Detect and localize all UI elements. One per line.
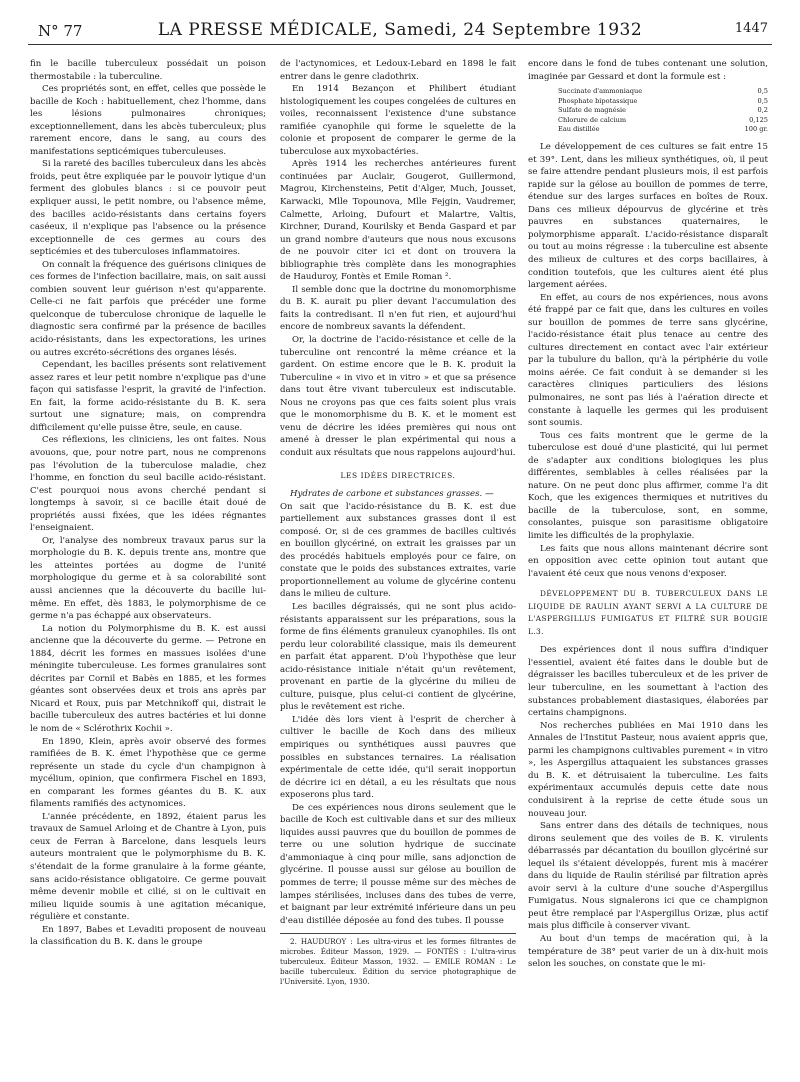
issue-number: N° 77: [38, 22, 83, 40]
paragraph: Après 1914 les recherches antérieures furent continuées par Auclair, Gougerot, Guillermond, Magrou, Kirchensteins, Petit d'Alger, Much, Jousset, Karwacki, Mlle Topounova, Mlle Fejgin, Vaudremer, Calmette, Arloing, Dufourt et Malartre, Valtis, Kirchner, Durand, Kourilsky et Benda Gaspard et par un grand nombre d'auteurs que nous nous excusons de ne pouvoir citer ici et dont on trouvera la bibliographie très complète dans les monographies de Hauduroy, Fontès et Emile Roman ².: [280, 159, 516, 283]
column-1: [30, 58, 266, 949]
paragraph: En effet, au cours de nos expériences, nous avons été frappé par ce fait que, dans les cultures en voiles sur bouillon de pommes de terre sans glycérine, l'acido-résistance était plus tenace au centre des cultures directement en contact avec l'air extérieur par la tubulure du ballon, qu'à la périphérie du voile moins aérée. Ce fait conduit à se demander si les caractères cliniques particuliers des lésions pulmonaires, ne sont pas liés à l'aération directe et constante à laquelle les germes qui les produisent sont soumis.: [528, 292, 768, 429]
paragraph: De ces expériences nous dirons seulement que le bacille de Koch est cultivable dans et sur des milieux liquides aussi pauvres que du bouillon de pommes de terre ou une solution hydrique de succinate d'ammoniaque à cinq pour mille, sans adjonction de glycérine. Il pousse aussi sur gélose au bouillon de pommes de terre; il pousse même sur des mèches de lampes stérilisées, incluses dans des tubes de verre, et baignant par leur extrémité inférieure dans un peu d'eau distillée déposée au fond des tubes. Il pousse: [280, 802, 516, 926]
paragraph: En 1914 Bezançon et Philibert étudiant histologiquement les coupes congelées de cultures en voiles, reconnaissent l'existence d'une substance ramifiée cyanophile qui forme le squelette de la colonie et proposent de comparer le germe de la tuberculose aux myxobactéries.: [280, 84, 516, 157]
page-header: [28, 18, 772, 45]
page-number: 1447: [734, 21, 768, 36]
paragraph: encore dans le fond de tubes contenant une solution, imaginée par Gessard et dont la formule est :: [528, 59, 768, 82]
paragraph: Sans entrer dans des détails de techniques, nous dirons seulement que des voiles de B. K. virulents débarrassés par décantation du bouillon glycériné sur lequel ils s'étaient développés, furent mis à macérer dans du liquide de Raulin stérilisé par filtration après avoir servi à la culture d'une souche d'Aspergillus Fumigatus. Nous signalerons ici que ce champignon peut être remplacé par l'Aspergillus Orizæ, plus actif mais plus difficile à conserver vivant.: [528, 821, 768, 932]
paragraph: Ces propriétés sont, en effet, celles que possède le bacille de Koch : habituellement, chez l'homme, dans les lésions pulmonaires chroniques; exceptionnellement, dans les abcès tuberculeux; plus rarement encore, dans le sang, au cours des manifestations septicémiques tuberculeuses.: [30, 84, 266, 157]
paragraph: Tous ces faits montrent que le germe de la tuberculose est doué d'une plasticité, qui lui permet de s'adapter aux conditions biologiques les plus différentes, semblables à celles réalisées par la nature. On ne peut donc plus affirmer, comme l'a dit Koch, que les exigences thermiques et nutritives du bacille de la tuberculose, sont, en somme, consolantes, puisque son parasitisme obligatoire limite les difficultés de la prophylaxie.: [528, 430, 768, 542]
formula-row: Chlorure de calcium 0,125: [558, 115, 768, 124]
paragraph: L'année précédente, en 1892, étaient parus les travaux de Samuel Arloing et de Chantre à Lyon, puis ceux de Ferran à Barcelone, dans lesquels leurs auteurs montraient que le polymorphisme du B. K. s'étendait de la forme granulaire à la forme géante, sans acido-résistance obligatoire. Ce germe pouvait même devenir mobile et cilié, si on le cultivait en milieu liquide soumis à une agitation mécanique, régulière et constante.: [30, 811, 266, 923]
paragraph: Il semble donc que la doctrine du monomorphisme du B. K. aurait pu plier devant l'accumulation des faits la contredisant. Il n'en fut rien, et aujourd'hui encore de nombreux savants la défendent.: [280, 284, 516, 333]
paragraph: Le développement de ces cultures se fait entre 15 et 39°. Lent, dans les milieux synthétiques, où, il peut se faire attendre pendant plusieurs mois, il est parfois rapide sur la gélose au bouillon de pommes de terre, étendue sur des larges surfaces en boîtes de Roux. Dans ces milieux dépourvus de glycérine et très pauvres en substances quaternaires, le polymorphisme apparaît. L'acido-résistance disparaît ou tout au moins régresse : la tuberculine est absente des milieux de cultures et des corps bacillaires, à condition toutefois, que les cultures aient été plus largement aérées.: [528, 142, 768, 291]
paragraph: Or, la doctrine de l'acido-résistance et celle de la tuberculine ont rencontré la même créance et la gardent. On estime encore que le B. K. produit la Tuberculine « in vivo et in vitro » et que sa présence dans tout être vivant tuberculeux est indiscutable. Nous ne croyons pas que ces faits soient plus vrais que le monomorphisme du B. K. et le moment est venu de décrire les idées premières qui nous ont amené à dresser le plan expérimental qui nous a conduit aux résultats que nous rappelons aujourd'hui.: [280, 335, 516, 458]
paragraph: Au bout d'un temps de macération qui, à la température de 38° peut varier de un à dix-huit mois selon les souches, on constate que le mi-: [528, 933, 768, 970]
formula-row: Sulfate de magnésie 0,2: [558, 106, 768, 115]
subsection-heading: Hydrates de carbone et substances grasses. —: [290, 489, 494, 500]
paragraph: Nos recherches publiées en Mai 1910 dans les Annales de l'Institut Pasteur, nous avaient appris que, parmi les champignons cultivables purement « in vitro », les Aspergillus attaquaient les substances grasses du B. K. et détruisaient la tuberculine. Les faits expérimentaux accumulés depuis cette date nous conduisirent à la reprise de cette étude sous un nouveau jour.: [528, 720, 768, 819]
section-heading: LES IDÉES DIRECTRICES.: [340, 470, 456, 480]
formula-row: Eau distillée 100 gr.: [558, 125, 768, 134]
paragraph: On connaît la fréquence des guérisons cliniques de ces formes de l'infection bacillaire, mais, on sait aussi combien souvent leur guérison n'est qu'apparente. Celle-ci ne fait parfois que précéder une forme quelconque de tuberculose chronique de laquelle le diagnostic sera confirmé par la présence de bacilles acido-résistants, dans les expectorations, les urines ou autres excréto-sécrétions des organes lésés.: [30, 259, 266, 358]
paragraph: La notion du Polymorphisme du B. K. est aussi ancienne que la découverte du germe. — Petrone en 1884, décrit les formes en massues isolées d'une méningite tuberculeuse. Les formes granulaires sont décrites par Cornil et Babès en 1885, et les formes géantes sont observées deux et trois ans après par Nicard et Roux, puis par Metchnikoff qui, distrait le bacille tuberculeux des autres bactéries et lui donne le nom de « Sclérothrix Kochii ».: [30, 623, 266, 734]
formula-table: [558, 87, 768, 135]
column-2: [280, 58, 516, 987]
paragraph: fin le bacille tuberculeux possédait un poison thermostabile : la tuberculine.: [30, 59, 266, 82]
paragraph: Des expériences dont il nous suffira d'indiquer l'essentiel, avaient été faites dans le double but de dégraisser les bacilles tuberculeux et de les priver de leur tuberculine, en les soumettant à l'action des substances probablement diastasiques, élaborées par certains champignons.: [528, 645, 768, 719]
paragraph: Les faits que nous allons maintenant décrire sont en opposition avec cette opinion tout autant que l'avaient été ceux que nous venons d'exposer.: [528, 543, 768, 579]
paragraph: En 1890, Klein, après avoir observé des formes ramifiées de B. K. émet l'hypothèse que ce germe représente un stade du cycle d'un champignon à mycélium, opinion, que confirmera Fischel en 1893, en comparant les formes géantes du B. K. aux filaments ramifiés des actynomices.: [30, 736, 266, 810]
paragraph: Si la rareté des bacilles tuberculeux dans les abcès froids, peut être expliquée par le pouvoir lytique d'un ferment des globules blancs : si ce pouvoir peut expliquer aussi, le petit nombre, ou l'absence même, des bacilles acido-résistants dans certains foyers caséeux, il n'explique pas l'absence ou la présence exceptionnelle de ces germes au cours des septicémies et des tuberculoses inflammatoires.: [30, 159, 266, 258]
formula-row: Succinate d'ammoniaque 0,5: [558, 87, 768, 96]
paragraph: Cependant, les bacilles présents sont relativement assez rares et leur petit nombre n'explique pas d'une façon qui satisfasse l'esprit, la gravité de l'infection. En fait, la forme acido-résistante du B. K. sera surtout une signature; mais, on comprendra difficilement qu'elle puisse être, seule, en cause.: [30, 360, 266, 433]
paragraph: On sait que l'acido-résistance du B. K. est due partiellement aux substances grasses dont il est composé. Or, si de ces grammes de bacilles cultivés en bouillon glycériné, on extrait les graisses par un des procédés habituels employés pour ce faire, on constate que le poids des substances extraites, varie proportionnellement au volume de glycérine contenu dans le milieu de culture.: [280, 501, 516, 600]
journal-title: LA PRESSE MÉDICALE, Samedi, 24 Septembre 1932: [157, 20, 643, 40]
paragraph: de l'actynomices, et Ledoux-Lebard en 1898 le fait entrer dans le genre cladothrix.: [280, 59, 516, 82]
formula-row: Phosphate bipotassique 0,5: [558, 96, 768, 105]
footnote-text: 2. HAUDUROY : Les ultra-virus et les formes filtrantes de microbes. Éditeur Masson, 1929. — FONTÈS : L'ultra-virus tuberculeux. Éditeur Masson, 1932. — EMILE ROMAN : Le bacille tuberculeux. Édition du service photographique de l'Université. Lyon, 1930.: [280, 937, 516, 987]
footnote: [280, 933, 516, 987]
paragraph: Les bacilles dégraissés, qui ne sont plus acido-résistants apparaissent sur les préparations, sous la forme de fins éléments granuleux cyanophiles. Ils ont perdu leur colorabilité classique, mais ils demeurent en parfait état apparent. D'où l'hypothèse que leur acido-résistance initiale n'était qu'un revêtement, provenant en partie de la glycérine du milieu de culture, puisque, plus celui-ci contient de glycérine, plus le revêtement est riche.: [280, 601, 516, 713]
paragraph: Or, l'analyse des nombreux travaux parus sur la morphologie du B. K. depuis trente ans, montre que les atteintes portées au dogme de l'unité morphologique du germe et à sa colorabilité sont aussi anciennes que la découverte du bacille lui-même. En effet, dès 1883, le polymorphisme de ce germe n'a pas échappé aux observateurs.: [30, 535, 266, 622]
column-3: [528, 58, 768, 971]
paragraph: Ces réflexions, les cliniciens, les ont faites. Nous avouons, que, pour notre part, nous ne comprenons pas l'évolution de la tuberculose maladie, chez l'homme, en fonction du seul bacille acido-résistant. C'est pourquoi nous avons cherché pendant si longtemps à savoir, si ce bacille était doué de propriétés aussi fixées, que les idées régnantes l'enseignaient.: [30, 435, 266, 534]
section-heading: DÉVELOPPEMENT DU B. TUBERCULEUX DANS LE LIQUIDE DE RAULIN AYANT SERVI A LA CULTURE DE L'ASPERGILLUS FUMIGATUS ET FILTRÉ SUR BOUGIE L.3.: [528, 589, 768, 636]
paragraph: En 1897, Babes et Levaditi proposent de nouveau la classification du B. K. dans le groupe: [30, 924, 266, 948]
paragraph: L'idée dès lors vient à l'esprit de chercher à cultiver le bacille de Koch dans des milieux empiriques ou synthétiques aussi pauvres que possibles en substances ternaires. La réalisation expérimentale de cette idée, qu'il serait inopportun de décrire ici en détail, a eu les résultats que nous exposerons plus tard.: [280, 714, 516, 801]
